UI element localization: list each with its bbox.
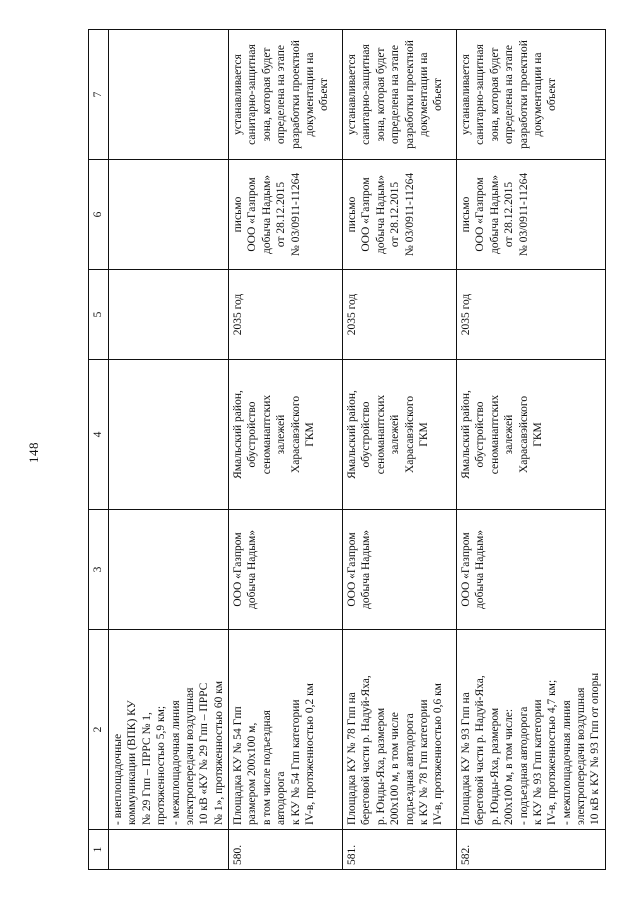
location-line: залежей [389, 414, 402, 455]
note-line: разработки проектной [403, 40, 416, 149]
owner-line: ООО «Газпром [460, 532, 472, 607]
description-line: 10 кВ «КУ № 29 Гпп – ПРРС [198, 682, 211, 825]
location-line: обустройство [474, 401, 487, 468]
basis-line: ООО «Газпром [474, 177, 487, 252]
location-line: Ямальский район, [460, 390, 472, 479]
location-line: сеноманаптских [374, 394, 387, 475]
basis-line: от 28.12.2015 [503, 181, 516, 248]
owner-line: добыча Надым» [360, 530, 373, 609]
note-line: определена на этапе [389, 45, 402, 144]
basis-line: от 28.12.2015 [275, 181, 288, 248]
note-line: объект [546, 78, 559, 111]
note-line: определена на этапе [503, 45, 516, 144]
location-line: ГКМ [417, 422, 430, 447]
column-header: 4 [89, 360, 109, 510]
description-line: 200х100 м, в том числе [389, 712, 402, 825]
description-line: Площадка КУ № 93 Гпп на [460, 692, 472, 825]
table-row [229, 30, 343, 870]
basis-line: письмо [232, 196, 244, 233]
note-line: документации на [417, 52, 430, 137]
description-line: подъездная автодорога [403, 713, 416, 825]
description-line: к КУ № 54 Гпп категории [289, 699, 302, 825]
location-line: ГКМ [531, 422, 544, 447]
column-number-row [89, 30, 109, 870]
description-line: электропередачи воздушная [183, 687, 196, 825]
note-line: документации на [303, 52, 316, 137]
column-header: 3 [89, 510, 109, 630]
location-line: залежей [275, 414, 288, 455]
location-line: сеноманаптских [260, 394, 273, 475]
table-row [343, 30, 457, 870]
description-line: IV-в, протяженностью 0,6 км [432, 683, 445, 825]
description-line: IV-в, протяженностью 4,7 км; [546, 679, 559, 825]
column-header: 7 [89, 30, 109, 160]
note-line: объект [432, 78, 445, 111]
note-line: объект [318, 78, 331, 111]
location-line: сеноманаптских [488, 394, 501, 475]
description-line: в том числе подъездная [260, 710, 273, 825]
object-description-cell [343, 630, 457, 830]
location-line: Ямальский район, [346, 390, 358, 479]
basis-cell [457, 160, 606, 270]
description-line: к КУ № 93 Гпп категории [531, 699, 544, 825]
location-line: залежей [503, 414, 516, 455]
description-line: № 29 Гпп – ПРРС № 1, [140, 712, 153, 825]
owner-cell [457, 510, 606, 630]
description-line: 10 кВ к КУ № 93 Гпп от опоры [589, 672, 602, 825]
location-line: Харасавэйского [517, 395, 530, 474]
basis-line: от 28.12.2015 [389, 181, 402, 248]
note-line: зона, которая будет [488, 47, 501, 142]
description-line: 200х100 м, в том числе: [503, 708, 516, 825]
row-number-cell: 582. [457, 830, 606, 870]
description-line: коммуникации (ВПК) КУ [126, 700, 139, 825]
object-description-cell [229, 630, 343, 830]
owner-line: ООО «Газпром [232, 532, 244, 607]
description-line: - межплощадочная линия [169, 700, 182, 825]
basis-line: № 03/0911-11264 [517, 172, 530, 257]
owner-cell [229, 510, 343, 630]
note-line: устанавливается [232, 54, 244, 135]
basis-line: письмо [460, 196, 472, 233]
owner-line: добыча Надым» [246, 530, 259, 609]
row-number-cell: 581. [343, 830, 457, 870]
basis-line: № 03/0911-11264 [403, 172, 416, 257]
description-line: № 1», протяженностью 60 км [212, 680, 225, 825]
objects-table [88, 29, 606, 870]
note-line: санитарно-защитная [474, 44, 487, 145]
basis-cell [229, 160, 343, 270]
note-line: разработки проектной [517, 40, 530, 149]
note-line: санитарно-защитная [360, 44, 373, 145]
location-line: Харасавэйского [289, 395, 302, 474]
description-line: автодорога [275, 771, 288, 825]
basis-line: добыча Надым» [488, 175, 501, 254]
location-cell [457, 360, 606, 510]
basis-line: добыча Надым» [374, 175, 387, 254]
note-line: определена на этапе [275, 45, 288, 144]
year-cell: 2035 год [457, 270, 606, 360]
location-cell [109, 360, 229, 510]
basis-line: ООО «Газпром [360, 177, 373, 252]
year-cell [109, 270, 229, 360]
note-line: санитарно-защитная [246, 44, 259, 145]
description-line: Площадка КУ № 54 Гпп [232, 706, 244, 825]
note-line: зона, которая будет [260, 47, 273, 142]
description-line: электропередачи воздушная [575, 687, 587, 825]
table-row-continuation [109, 30, 229, 870]
table-container [88, 30, 602, 870]
note-cell [343, 30, 457, 160]
description-line: - внеплощадочные [112, 733, 124, 825]
description-line: береговой части р. Надуй-Яха, [474, 675, 487, 825]
description-line: Площадка КУ № 78 Гпп на [346, 692, 358, 825]
description-line: береговой части р. Надуй-Яха, [360, 675, 373, 825]
year-cell: 2035 год [229, 270, 343, 360]
owner-cell [343, 510, 457, 630]
table-row [457, 30, 606, 870]
note-line: устанавливается [460, 54, 472, 135]
column-header: 6 [89, 160, 109, 270]
row-number-cell [109, 830, 229, 870]
column-header: 2 [89, 630, 109, 830]
description-line: протяженностью 5,9 км; [155, 705, 168, 825]
page-number: 148 [26, 442, 41, 463]
column-header: 1 [89, 830, 109, 870]
location-line: обустройство [360, 401, 373, 468]
year-cell: 2035 год [343, 270, 457, 360]
description-line: IV-в, протяженностью 0,2 км [303, 683, 316, 825]
note-cell [229, 30, 343, 160]
note-line: документации на [531, 52, 544, 137]
description-line: р. Юнды-Яха, размером [488, 707, 501, 825]
location-line: обустройство [246, 401, 259, 468]
location-cell [343, 360, 457, 510]
owner-cell [109, 510, 229, 630]
basis-line: письмо [346, 196, 358, 233]
column-header: 5 [89, 270, 109, 360]
owner-line: ООО «Газпром [346, 532, 358, 607]
description-line: размером 200х100 м, [246, 722, 259, 825]
basis-cell [109, 160, 229, 270]
note-cell [457, 30, 606, 160]
note-line: устанавливается [346, 54, 358, 135]
owner-line: добыча Надым» [474, 530, 487, 609]
description-line: - межплощадочная линия [560, 700, 573, 825]
location-line: Харасавэйского [403, 395, 416, 474]
location-line: Ямальский район, [232, 390, 244, 479]
row-number-cell: 580. [229, 830, 343, 870]
location-line: ГКМ [303, 422, 316, 447]
note-line: разработки проектной [289, 40, 302, 149]
note-line: зона, которая будет [374, 47, 387, 142]
basis-line: № 03/0911-11264 [289, 172, 302, 257]
basis-line: ООО «Газпром [246, 177, 259, 252]
note-cell [109, 30, 229, 160]
description-line: р. Юнды-Яха, размером [374, 707, 387, 825]
object-description-cell [457, 630, 606, 830]
location-cell [229, 360, 343, 510]
basis-line: добыча Надым» [260, 175, 273, 254]
object-description-cell [109, 630, 229, 830]
description-line: - подъездная автодорога [517, 706, 530, 825]
description-line: к КУ № 78 Гпп категории [417, 699, 430, 825]
basis-cell [343, 160, 457, 270]
